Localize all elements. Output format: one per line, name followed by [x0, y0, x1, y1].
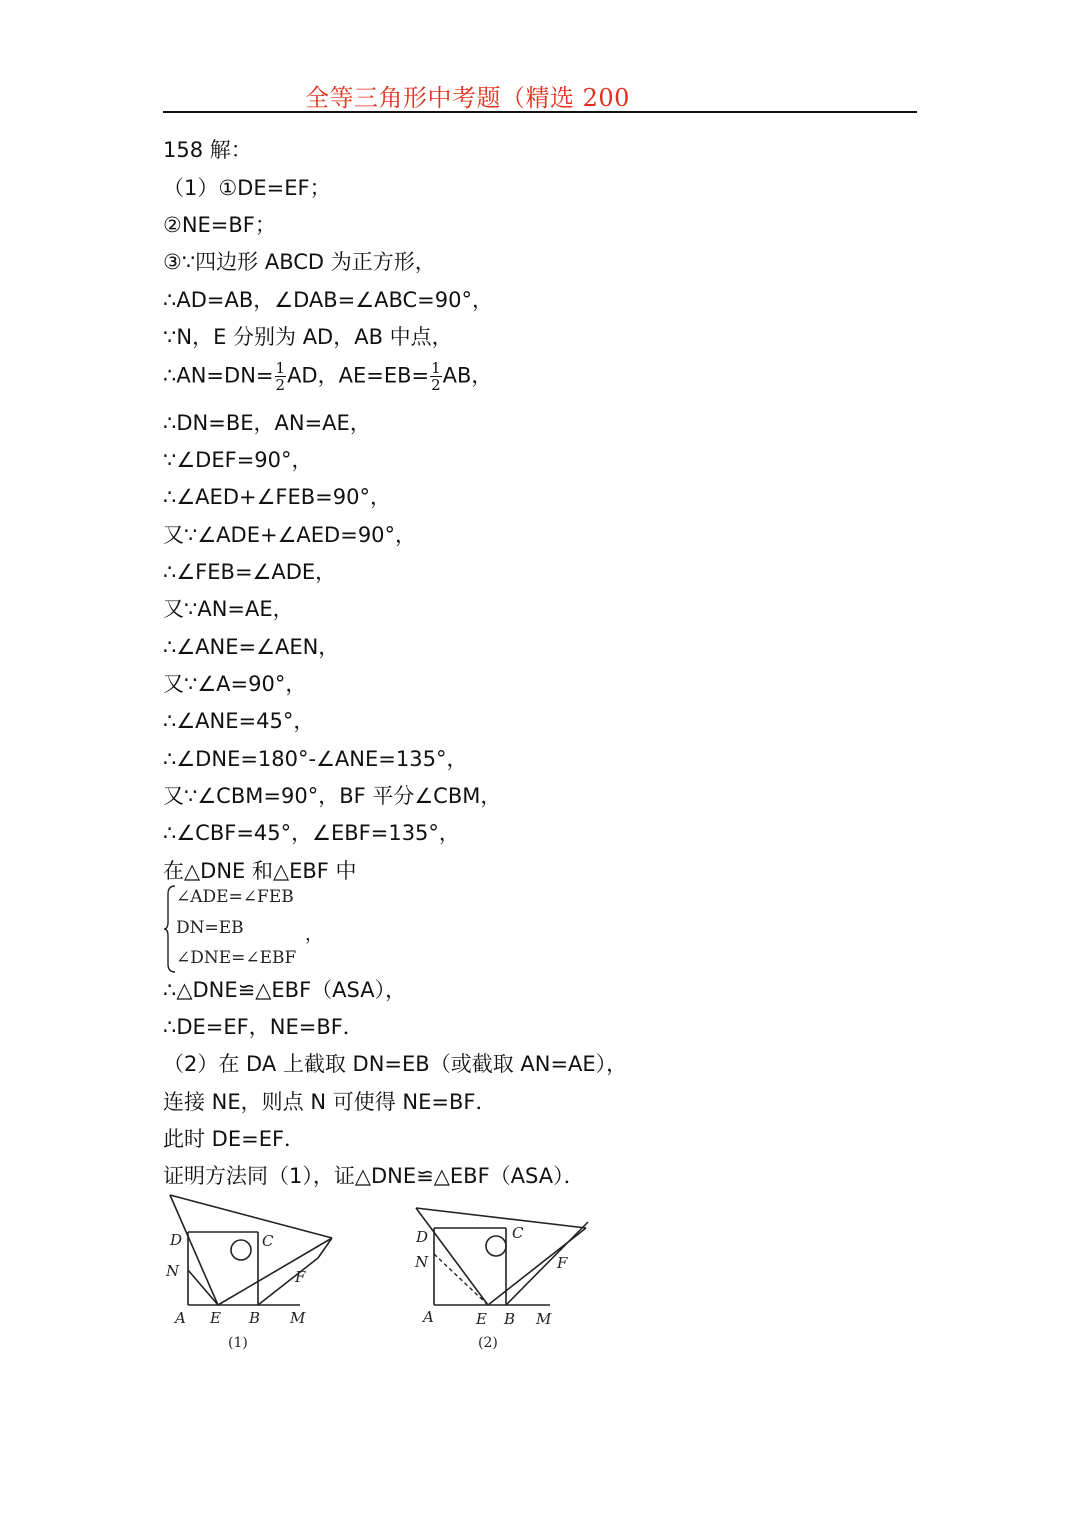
system-comma: ， [305, 924, 323, 945]
solution-line: ②NE=BF； [163, 213, 276, 237]
solution-line: 又∵∠CBM=90°，BF 平分∠CBM， [163, 784, 502, 808]
solution-line: 此时 DE=EF． [163, 1127, 306, 1151]
label-e: E [210, 1309, 221, 1327]
label-f: F [295, 1268, 306, 1286]
left-brace-icon [163, 884, 177, 974]
solution-line: （2）在 DA 上截取 DN=EB（或截取 AN=AE）， [163, 1052, 628, 1076]
solution-line: 又∵∠ADE+∠AED=90°， [163, 523, 417, 547]
solution-line: 又∵AN=AE， [163, 597, 294, 621]
solution-line: 在△DNE 和△EBF 中 [163, 859, 357, 883]
midpoint-line [163, 360, 492, 393]
label-a: A [175, 1309, 186, 1327]
midpoint-text-1: ∴AN=DN= [163, 363, 274, 388]
label-b: B [504, 1310, 516, 1328]
system-row: DN=EB [176, 918, 244, 938]
solution-line: 证明方法同（1），证△DNE≌△EBF（ASA）． [163, 1164, 585, 1188]
solution-line: ∴DN=BE，AN=AE， [163, 411, 371, 435]
solution-line: 158 解： [163, 138, 252, 162]
label-f: F [557, 1254, 568, 1272]
label-d: D [170, 1231, 183, 1249]
label-m: M [290, 1309, 306, 1327]
equation-system [163, 884, 363, 974]
solution-line: ∴∠ANE=∠AEN， [163, 635, 340, 659]
solution-line: ∴AD=AB，∠DAB=∠ABC=90°， [163, 288, 493, 312]
fraction-numerator: 1 [275, 359, 286, 377]
solution-line: ∴∠AED+∠FEB=90°， [163, 485, 391, 509]
system-row: ∠DNE=∠EBF [176, 948, 297, 968]
header-rule [163, 111, 917, 113]
solution-line: ∴DE=EF，NE=BF． [163, 1015, 364, 1039]
solution-line: ∴∠FEB=∠ADE， [163, 560, 337, 584]
solution-line: 又∵∠A=90°， [163, 672, 307, 696]
label-a: A [423, 1308, 434, 1326]
label-e: E [476, 1310, 487, 1328]
solution-line: 连接 NE，则点 N 可使得 NE=BF． [163, 1090, 497, 1114]
solution-line: ∴∠ANE=45°， [163, 709, 315, 733]
label-m: M [536, 1310, 552, 1328]
geometry-figure-2 [410, 1190, 600, 1355]
system-row: ∠ADE=∠FEB [176, 887, 294, 907]
label-c: C [512, 1224, 524, 1242]
dashed-segment-ne [434, 1254, 488, 1305]
solution-line: ∵N，E 分别为 AD，AB 中点， [163, 325, 453, 349]
solution-line: （1）①DE=EF； [163, 176, 331, 200]
label-d: D [416, 1228, 429, 1246]
solution-line: ③∵四边形 ABCD 为正方形， [163, 250, 436, 274]
solution-line: ∴△DNE≌△EBF（ASA）， [163, 978, 407, 1002]
label-c: C [262, 1232, 274, 1250]
fraction-denominator: 2 [275, 376, 286, 394]
label-b: B [249, 1309, 261, 1327]
fraction-numerator: 1 [431, 359, 441, 377]
geometry-figure-1 [160, 1190, 345, 1355]
figure-caption: (2) [478, 1335, 498, 1351]
fraction-half [275, 360, 287, 393]
figure-caption: (1) [228, 1335, 248, 1351]
page-header-title: 全等三角形中考题（精选 200 [305, 84, 630, 112]
solution-line: ∵∠DEF=90°， [163, 448, 313, 472]
midpoint-text-2: AD，AE=EB= [287, 363, 430, 388]
label-n: N [415, 1253, 429, 1271]
fraction-denominator: 2 [431, 376, 441, 394]
label-n: N [166, 1262, 180, 1280]
midpoint-text-3: AB， [442, 363, 493, 388]
solution-line: ∴∠CBF=45°，∠EBF=135°， [163, 821, 460, 845]
solution-line: ∴∠DNE=180°-∠ANE=135°， [163, 747, 468, 771]
fraction-half [430, 360, 442, 393]
